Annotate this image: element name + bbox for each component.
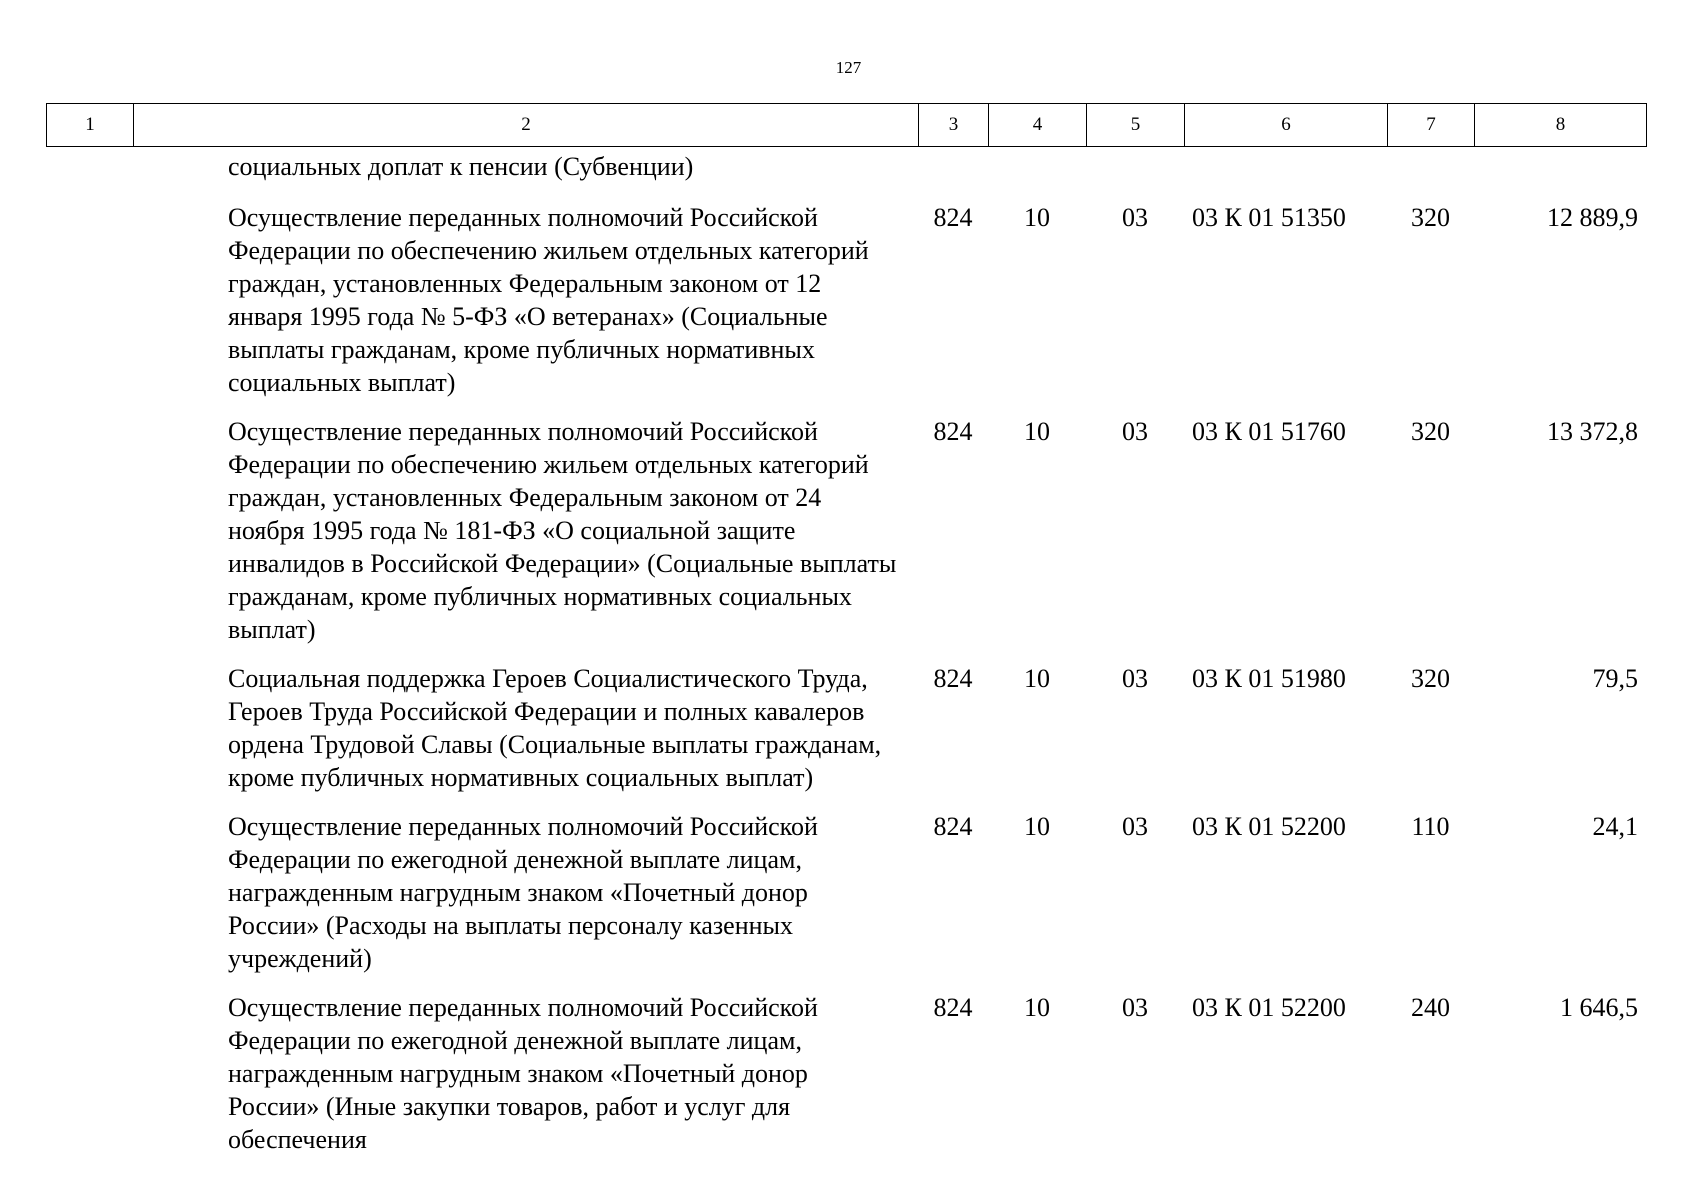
expense-type-code: 320 <box>1411 417 1450 446</box>
subsection-code: 03 <box>1122 203 1148 232</box>
table-row <box>46 662 1646 810</box>
ministry-code: 824 <box>933 203 973 232</box>
amount: 24,1 <box>1592 812 1638 841</box>
table-row <box>46 810 1646 991</box>
expense-type-code: 320 <box>1411 664 1450 693</box>
target-article-code: 03 К 01 51760 <box>1192 417 1346 446</box>
column-number-1: 1 <box>47 104 134 147</box>
section-code: 10 <box>1024 417 1050 446</box>
target-article-code: 03 К 01 52200 <box>1192 993 1346 1022</box>
column-number-3: 3 <box>919 104 989 147</box>
amount: 79,5 <box>1592 664 1638 693</box>
ministry-code: 824 <box>933 993 973 1022</box>
column-number-row <box>47 104 1647 147</box>
target-article-code: 03 К 01 52200 <box>1192 812 1346 841</box>
subsection-code: 03 <box>1122 993 1148 1022</box>
column-number-8: 8 <box>1475 104 1647 147</box>
expense-type-code: 320 <box>1411 203 1450 232</box>
amount: 1 646,5 <box>1560 993 1638 1022</box>
column-number-5: 5 <box>1087 104 1185 147</box>
row-description: Осуществление переданных полномочий Российской Федерации по обеспечению жильем отдельных категорий граждан, установленных Федеральным законом от 12 января 1995 года № 5-ФЗ «О ветеранах» (Социальные выплаты гражданам, кроме публичных нормативных социальных выплат) <box>228 203 869 397</box>
section-code: 10 <box>1024 203 1050 232</box>
expense-type-code: 240 <box>1411 993 1450 1022</box>
column-number-6: 6 <box>1185 104 1388 147</box>
table-row <box>46 201 1646 415</box>
section-code: 10 <box>1024 993 1050 1022</box>
row-description: Осуществление переданных полномочий Российской Федерации по обеспечению жильем отдельных категорий граждан, установленных Федеральным законом от 24 ноября 1995 года № 181-ФЗ «О социальной защите инвалидов в Российской Федерации» (Социальные выплаты гражданам, кроме публичных нормативных социальных выплат) <box>228 417 897 644</box>
subsection-code: 03 <box>1122 417 1148 446</box>
row-description: Осуществление переданных полномочий Российской Федерации по ежегодной денежной выплате лицам, награжденным нагрудным знаком «Почетный донор России» (Расходы на выплаты персоналу казенных учреждений) <box>228 812 818 973</box>
continuation-text: социальных доплат к пенсии (Субвенции) <box>228 152 694 181</box>
ministry-code: 824 <box>933 417 973 446</box>
target-article-code: 03 К 01 51350 <box>1192 203 1346 232</box>
section-code: 10 <box>1024 664 1050 693</box>
subsection-code: 03 <box>1122 664 1148 693</box>
column-number-4: 4 <box>989 104 1087 147</box>
column-number-7: 7 <box>1388 104 1475 147</box>
section-code: 10 <box>1024 812 1050 841</box>
ministry-code: 824 <box>933 664 973 693</box>
continuation-row <box>46 150 1646 201</box>
ministry-code: 824 <box>933 812 973 841</box>
target-article-code: 03 К 01 51980 <box>1192 664 1346 693</box>
expense-type-code: 110 <box>1411 812 1450 841</box>
row-description: Осуществление переданных полномочий Российской Федерации по ежегодной денежной выплате лицам, награжденным нагрудным знаком «Почетный донор России» (Иные закупки товаров, работ и услуг для обеспечения <box>228 993 818 1154</box>
page-number: 127 <box>835 58 862 77</box>
table-row <box>46 415 1646 662</box>
column-number-2: 2 <box>134 104 919 147</box>
budget-table-body <box>46 150 1646 1172</box>
amount: 12 889,9 <box>1547 203 1638 232</box>
amount: 13 372,8 <box>1547 417 1638 446</box>
row-description: Социальная поддержка Героев Социалистического Труда, Героев Труда Российской Федерации и полных кавалеров ордена Трудовой Славы (Социальные выплаты гражданам, кроме публичных нормативных социальных выплат) <box>228 664 882 792</box>
table-row <box>46 991 1646 1172</box>
column-header-table <box>46 103 1647 147</box>
subsection-code: 03 <box>1122 812 1148 841</box>
